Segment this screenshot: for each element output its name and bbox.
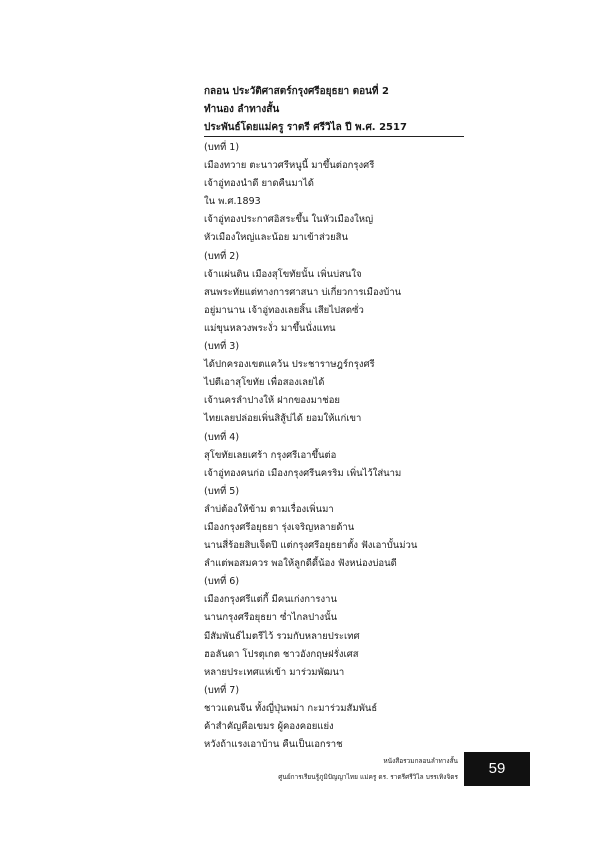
poem-line: สนพระทัยแต่ทางการศาสนา บ่เกี่ยวการเมืองบ้าน (204, 286, 402, 298)
footer-book-title: หนังสือรวมกลอนลำทางสั้น (383, 757, 458, 765)
stanza-heading: (บทที่ 1) (204, 142, 240, 153)
stanza-heading: (บทที่ 2) (204, 250, 240, 262)
stanza-heading: (บทที่ 7) (204, 684, 240, 696)
poem-line: นานกรุงศรีอยุธยา ซ่ำไกลปางนั้น (204, 612, 338, 624)
stanza-heading: (บทที่ 5) (204, 485, 240, 497)
poem-line: เจ้าอู่ทองประกาศอิสระขึ้น ในหัวเมืองใหญ่ (204, 214, 374, 226)
poem-header (204, 83, 464, 137)
poem-line: ได้ปกครองเขตแคว้น ประชาราษฎร์กรุงศรี (204, 359, 375, 371)
poem-line: เจ้าอู่ทองนำดี ยาดคืนมาได้ (204, 178, 314, 190)
poem-author: ประพันธ์โดยแม่ครู ราตรี ศรีวิไล ปี พ.ศ. 2517 (204, 119, 464, 137)
poem-line: แม่ขุนหลวงพระงั่ว มาขึ้นนั่งแทน (204, 322, 336, 334)
poem-line: ลำบ่ต้องให้ข้าม ตามเรื่องเพิ่นมา (204, 503, 334, 515)
poem-line: ชาวแดนจีน ทั้งญี่ปุ่นพม่า กะมาร่วมสัมพันธ์ (204, 702, 378, 714)
poem-line: เจ้าอู่ทองคนก่อ เมืองกรุงศรีนครริม เพิ่นไว้ใส่นาม (204, 467, 402, 479)
poem-body (204, 139, 464, 754)
poem-line: สุโขทัยเลยเศร้า กรุงศรีเอาขึ้นต่อ (204, 449, 337, 461)
poem-line: อยู่มานาน เจ้าอู่ทองเลยสิ้น เสียไปสดซั่ว (204, 304, 364, 316)
poem-line: ไปตีเอาสุโขทัย เพื่อสองเลยได้ (204, 377, 325, 389)
poem-line: ลำแต่พอสมควร พอให้ลูกดีดี้น้อง ฟังหน่องบ่อนดี (204, 558, 397, 570)
poem-line: ไทยเลยปล่อยเพิ่นสิสู้บ่ได้ ยอมให้แก่เขา (204, 413, 362, 425)
stanza-heading: (บทที่ 6) (204, 576, 240, 588)
page-number: 59 (464, 752, 530, 786)
poem-subtitle: ทำนอง ลำทางสั้น (204, 104, 280, 115)
page-footer (200, 752, 530, 788)
poem-line: หลายประเทศแห่เข้า มาร่วมพัฒนา (204, 666, 345, 678)
poem-line: นานสี่ร้อยสิบเจ็ดปี แต่กรุงศรีอยุธยาตั้ง ฟังเอาบั้นม่วน (204, 540, 418, 552)
poem-line: เจ้านครลำปางให้ ฝากของมาช่อย (204, 395, 340, 407)
poem-line: ฮอลันดา โปรตุเกต ชาวอังกฤษฝรั่งเศส (204, 648, 359, 660)
stanza-heading: (บทที่ 3) (204, 341, 240, 353)
poem-line: เมืองทวาย ตะนาวศรีหนูนี้ มาขึ้นต่อกรุงศรี (204, 160, 375, 172)
poem-line: หวังถ้าแรงเอาบ้าน คืนเป็นเอกราช (204, 739, 343, 751)
poem-title: กลอน ประวัติศาสตร์กรุงศรีอยุธยา ตอนที่ 2 (204, 86, 389, 97)
poem-line: เจ้าแผ่นดิน เมืองสุโขทัยนั้น เพิ่นบ่สนใจ (204, 268, 362, 280)
footer-organization: ศูนย์การเรียนรู้ภูมิปัญญาไทย แม่ครู ดร. ราตรีศรีวิไล บรรเทิงจิตร (278, 773, 458, 781)
stanza-heading: (บทที่ 4) (204, 431, 240, 443)
poem-line: เมืองกรุงศรีอยุธยา รุ่งเจริญหลายด้าน (204, 521, 355, 533)
poem-line: หัวเมืองใหญ่และน้อย มาเข้าส่วยสิน (204, 232, 348, 244)
poem-line: ใน พ.ศ.1893 (204, 196, 261, 208)
poem-line: มีสัมพันธ์ไมตรีไว้ รวมกับหลายประเทศ (204, 630, 360, 642)
poem-line: ค้าสำคัญคือเขมร ผู้คองคอยแย่ง (204, 721, 334, 732)
poem-line: เมืองกรุงศรีแต่กี้ มีคนเก่งการงาน (204, 594, 337, 606)
